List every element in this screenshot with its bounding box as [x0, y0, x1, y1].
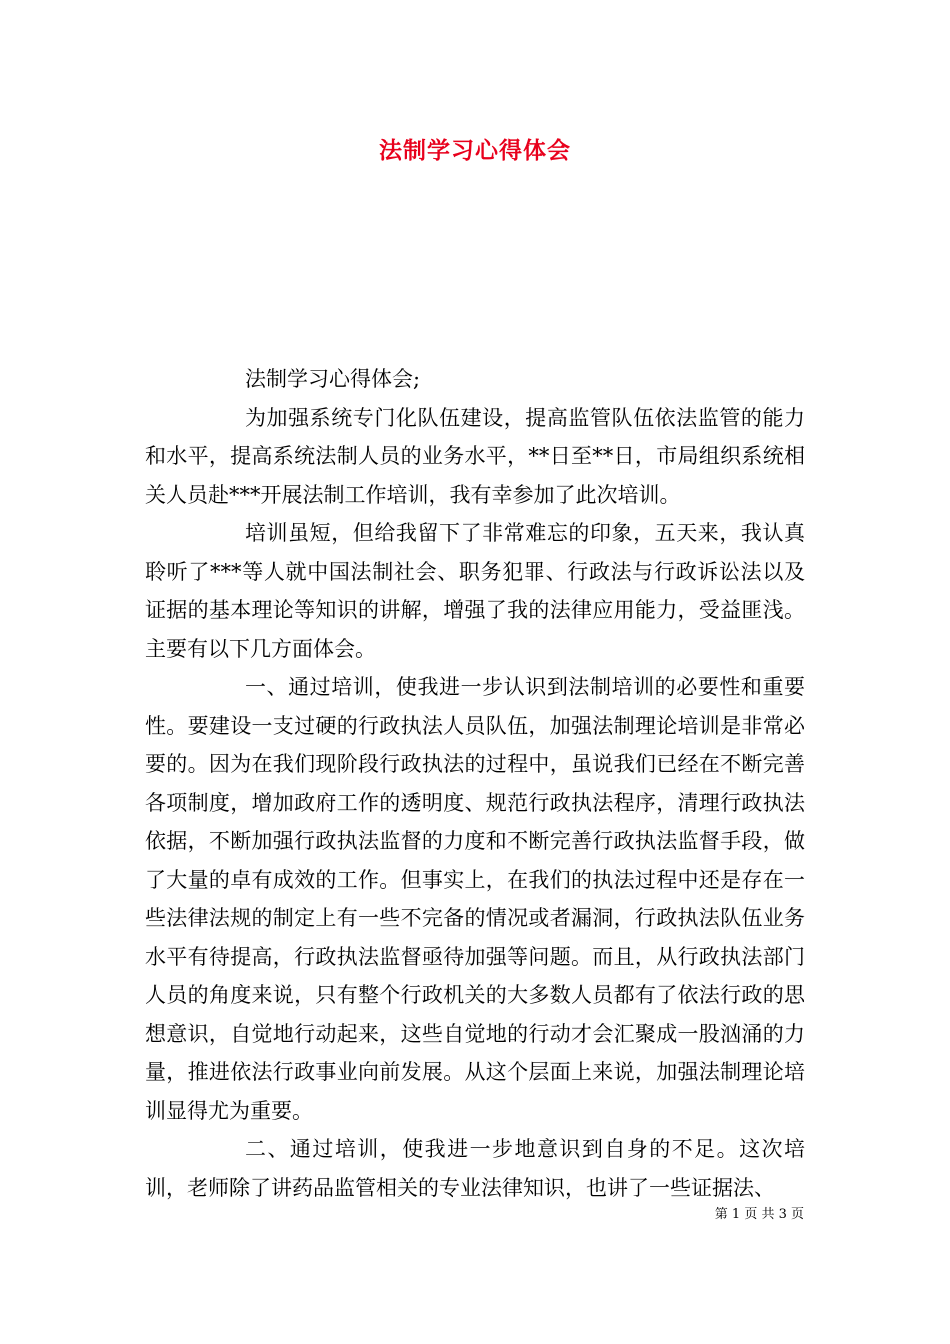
page-number-footer: 第 1 页 共 3 页	[714, 1207, 804, 1222]
document-title: 法制学习心得体会	[379, 137, 571, 164]
paragraph-heading: 法制学习心得体会;	[245, 367, 421, 391]
document-body	[145, 360, 805, 1207]
paragraph-impression: 培训虽短，但给我留下了非常难忘的印象，五天来，我认真聆听了***等人就中国法制社会、职务犯罪、行政法与行政诉讼法以及证据的基本理论等知识的讲解，增强了我的法律应用能力，受益匪浅。主要有以下几方面体会。	[145, 521, 805, 661]
paragraph-point-two: 二、通过培训，使我进一步地意识到自身的不足。这次培训，老师除了讲药品监管相关的专业法律知识，也讲了一些证据法、	[145, 1137, 805, 1200]
paragraph-point-one: 一、通过培训，使我进一步认识到法制培训的必要性和重要性。要建设一支过硬的行政执法人员队伍，加强法制理论培训是非常必要的。因为在我们现阶段行政执法的过程中，虽说我们已经在不断完善各项制度，增加政府工作的透明度、规范行政执法程序，清理行政执法依据，不断加强行政执法监督的力度和不断完善行政执法监督手段，做了大量的卓有成效的工作。但事实上，在我们的执法过程中还是存在一些法律法规的制定上有一些不完备的情况或者漏洞，行政执法队伍业务水平有待提高，行政执法监督亟待加强等问题。而且，从行政执法部门人员的角度来说，只有整个行政机关的大多数人员都有了依法行政的思想意识，自觉地行动起来，这些自觉地的行动才会汇聚成一股汹涌的力量，推进依法行政事业向前发展。从这个层面上来说，加强法制理论培训显得尤为重要。	[145, 675, 805, 1123]
paragraph-intro: 为加强系统专门化队伍建设，提高监管队伍依法监管的能力和水平，提高系统法制人员的业务水平，**日至**日，市局组织系统相关人员赴***开展法制工作培训，我有幸参加了此次培训。	[145, 405, 805, 507]
